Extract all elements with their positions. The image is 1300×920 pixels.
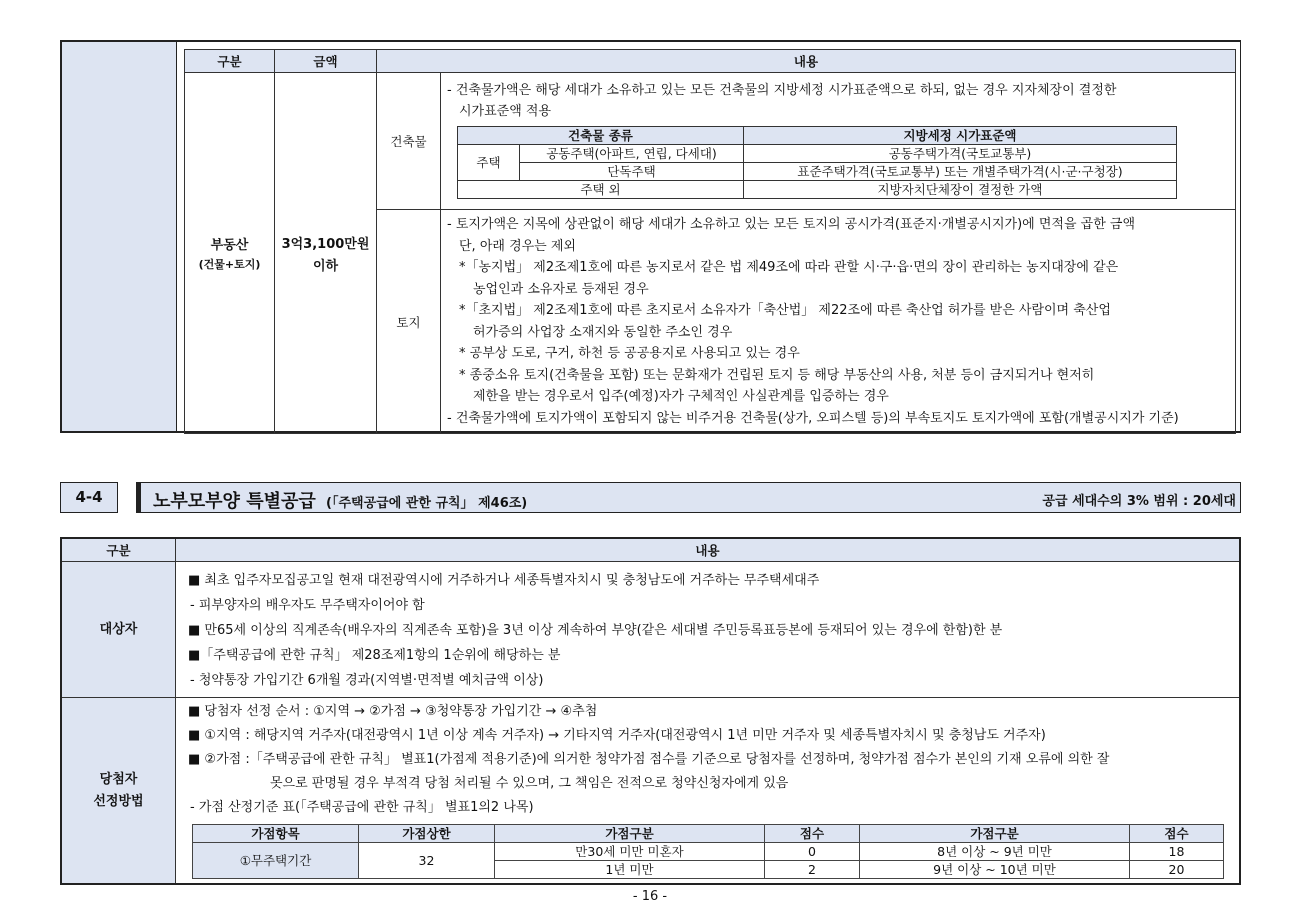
bottom-header-content: 내용 <box>176 538 1241 562</box>
land-label: 토지 <box>377 210 441 434</box>
header-category: 구분 <box>185 50 275 73</box>
building-type-table <box>457 126 1177 199</box>
sub-header-type: 건축물 종류 <box>458 126 744 144</box>
land-line: 농업인과 소유자로 등재된 경우 <box>473 281 649 297</box>
selection-line: ■ ②가점 :「주택공급에 관한 규칙」 별표1(가점제 적용기준)에 의거한 청약가점 점수를 기준으로 당첨자를 선정하며, 청약가점 점수가 본인의 기재 오류에 의한 잘 <box>188 752 1110 767</box>
score-header: 가점구분 <box>495 825 765 843</box>
section-title-wrap <box>153 487 527 513</box>
category-cell <box>185 73 275 434</box>
score-category: 9년 이상 ~ 10년 미만 <box>860 861 1130 879</box>
amount-line2: 이하 <box>312 258 339 274</box>
section-number: 4-4 <box>60 482 118 513</box>
building-line: 시가표준액 적용 <box>459 103 552 119</box>
target-line: ■ 최초 입주자모집공고일 현재 대전광역시에 거주하거나 세종특별자치시 및 충청남도에 거주하는 무주택세대주 <box>188 573 820 588</box>
score-category: 만30세 미만 미혼자 <box>495 843 765 861</box>
score-category: 8년 이상 ~ 9년 미만 <box>860 843 1130 861</box>
building-value: 지방자치단체장이 결정한 가액 <box>744 180 1177 198</box>
selection-line: - 가점 산정기준 표(「주택공급에 관한 규칙」 별표1의2 나목) <box>190 800 534 815</box>
land-line: * 공부상 도로, 구거, 하천 등 공공용지로 사용되고 있는 경우 <box>459 346 800 361</box>
target-line: - 피부양자의 배우자도 무주택자이어야 함 <box>190 598 425 613</box>
selection-content <box>176 698 1241 885</box>
score-header: 점수 <box>1130 825 1224 843</box>
selection-line: ■ 당첨자 선정 순서 : ①지역 → ②가점 → ③청약통장 가입기간 → ④추첨 <box>188 704 598 719</box>
section-title: 노부모부양 특별공급 <box>153 491 316 512</box>
score-header: 가점상한 <box>359 825 495 843</box>
score-header: 점수 <box>765 825 860 843</box>
land-line: 단, 아래 경우는 제외 <box>459 238 576 254</box>
building-content <box>441 73 1236 210</box>
building-type: 주택 외 <box>458 180 744 198</box>
header-amount: 금액 <box>275 50 377 73</box>
selection-label-line1: 당첨자 <box>99 771 138 787</box>
supply-range: 공급 세대수의 3% 범위 : 20세대 <box>1042 494 1236 509</box>
building-label: 건축물 <box>377 73 441 210</box>
page-number: - 16 - <box>632 889 668 904</box>
building-line: - 건축물가액은 해당 세대가 소유하고 있는 모든 건축물의 지방세정 시가표준액으로 하되, 없는 경우 지자체장이 결정한 <box>447 82 1117 98</box>
target-content <box>176 562 1241 698</box>
building-value: 표준주택가격(국토교통부) 또는 개별주택가격(시·군·구청장) <box>744 162 1177 180</box>
house-label: 주택 <box>458 144 520 180</box>
category-sub: (건물+토지) <box>198 258 261 271</box>
selection-label <box>61 698 176 885</box>
section-title-bar <box>136 482 1241 513</box>
score-header: 가점항목 <box>193 825 359 843</box>
header-content: 내용 <box>377 50 1236 73</box>
selection-line: 못으로 판명될 경우 부적격 당첨 처리될 수 있으며, 그 책임은 전적으로 청약신청자에게 있음 <box>270 776 789 791</box>
score-category: 1년 미만 <box>495 861 765 879</box>
land-line: - 건축물가액에 토지가액이 포함되지 않는 비주거용 건축물(상가, 오피스텔 등)의 부속토지도 토지가액에 포함(개별공시지가 기준) <box>447 410 1179 426</box>
land-line: 허가증의 사업장 소재지와 동일한 주소인 경우 <box>473 324 733 340</box>
building-value: 공동주택가격(국토교통부) <box>744 144 1177 162</box>
land-line: 제한을 받는 경우로서 입주(예정)자가 구체적인 사실관계를 입증하는 경우 <box>473 389 889 404</box>
building-type: 공동주택(아파트, 연립, 다세대) <box>520 144 744 162</box>
category-title: 부동산 <box>210 238 249 253</box>
land-line: * 종중소유 토지(건축물을 포함) 또는 문화재가 건립된 토지 등 해당 부동산의 사용, 처분 등이 금지되거나 현저히 <box>459 367 1095 383</box>
left-blank-column <box>62 42 177 431</box>
real-estate-table <box>184 49 1236 434</box>
target-line: - 청약통장 가입기간 6개월 경과(지역별·면적별 예치금액 이상) <box>190 673 544 688</box>
score-value: 20 <box>1130 861 1224 879</box>
amount-line1: 3억3,100만원 <box>281 236 370 252</box>
land-line: *「농지법」 제2조제1호에 따른 농지로서 같은 법 제49조에 따라 관할 시·구·읍·면의 장이 관리하는 농지대장에 같은 <box>459 260 1119 275</box>
elderly-support-table <box>60 537 1241 885</box>
asset-criteria-table <box>60 40 1241 433</box>
target-label: 대상자 <box>61 562 176 698</box>
land-line: *「초지법」 제2조제1호에 따른 초지로서 소유자가「축산법」 제22조에 따른 축산업 허가를 받은 사람이며 축산업 <box>459 303 1111 318</box>
land-line: - 토지가액은 지목에 상관없이 해당 세대가 소유하고 있는 모든 토지의 공시가격(표준지·개별공시지가)에 면적을 곱한 금액 <box>447 217 1136 232</box>
sub-header-value: 지방세정 시가표준액 <box>744 126 1177 144</box>
selection-label-line2: 선정방법 <box>93 793 144 809</box>
target-line: ■ 만65세 이상의 직계존속(배우자의 직계존속 포함)을 3년 이상 계속하여 부양(같은 세대별 주민등록표등본에 등재되어 있는 경우에 한함)한 분 <box>188 623 1003 638</box>
score-value: 0 <box>765 843 860 861</box>
section-subtitle: (「주택공급에 관한 규칙」 제46조) <box>326 496 528 511</box>
building-type: 단독주택 <box>520 162 744 180</box>
score-item: ①무주택기간 <box>193 843 359 879</box>
target-line: ■「주택공급에 관한 규칙」 제28조제1항의 1순위에 해당하는 분 <box>188 648 561 663</box>
land-content <box>441 210 1236 434</box>
amount-cell <box>275 73 377 434</box>
selection-line: ■ ①지역 : 해당지역 거주자(대전광역시 1년 이상 계속 거주자) → 기타지역 거주자(대전광역시 1년 미만 거주자 및 세종특별자치시 및 충청남도 거주자) <box>188 728 1046 743</box>
score-table <box>192 824 1224 879</box>
bottom-header-category: 구분 <box>61 538 176 562</box>
score-value: 18 <box>1130 843 1224 861</box>
score-header: 가점구분 <box>860 825 1130 843</box>
score-max: 32 <box>359 843 495 879</box>
score-value: 2 <box>765 861 860 879</box>
